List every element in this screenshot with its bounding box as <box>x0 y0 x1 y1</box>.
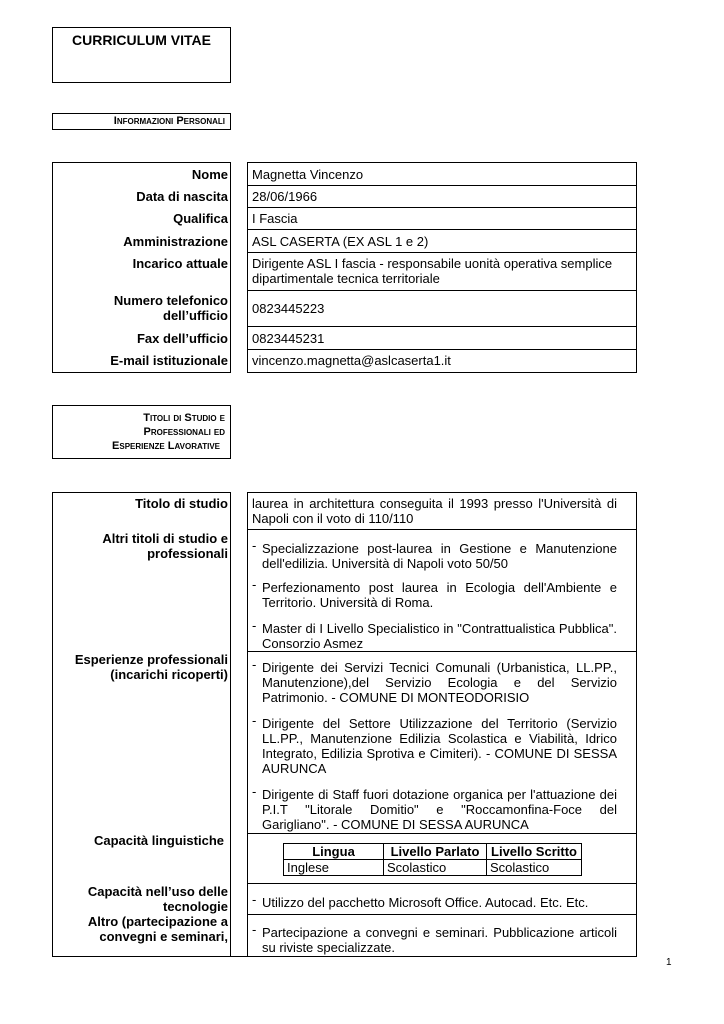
title-box <box>52 27 231 83</box>
column-header: Livello Scritto <box>487 844 582 860</box>
table-divider <box>247 349 637 350</box>
table-divider <box>247 290 637 291</box>
bullet-marker: - <box>252 713 257 728</box>
table-divider <box>247 492 248 957</box>
label-incarico: Incarico attuale <box>132 256 228 271</box>
value-tecnologie: Utilizzo del pacchetto Microsoft Office. Autocad. Etc. Etc. <box>262 895 589 910</box>
list-item-altri-titoli: Specializzazione post-laurea in Gestione e Manutenzione dell'edilizia. Università di Napoli voto 50/50 <box>262 541 617 571</box>
label-esperienze: Esperienze professionali (incarichi ricoperti) <box>74 652 228 682</box>
table-divider <box>52 492 53 957</box>
table-divider <box>247 651 637 652</box>
value-telefono: 0823445223 <box>252 301 325 316</box>
table-divider <box>52 956 637 957</box>
table-divider <box>247 833 637 834</box>
table-cell: Scolastico <box>487 860 582 876</box>
value-fax: 0823445231 <box>252 331 325 346</box>
section-titles-line3: Esperienze Lavorative <box>112 440 220 452</box>
language-table <box>283 843 582 876</box>
table-divider <box>247 326 637 327</box>
table-divider <box>230 162 231 373</box>
section-titles-line2: Professionali ed <box>143 426 225 438</box>
page-number: 1 <box>666 957 672 968</box>
section-titles-line1: Titoli di Studio e <box>143 412 225 424</box>
label-telefono: Numero telefonico dell’ufficio <box>113 293 228 323</box>
label-data-nascita: Data di nascita <box>136 189 228 204</box>
table-divider <box>230 492 231 957</box>
bullet-marker: - <box>252 618 257 633</box>
table-row <box>284 860 582 876</box>
table-header-row <box>284 844 582 860</box>
column-header: Lingua <box>284 844 384 860</box>
table-divider <box>636 162 637 373</box>
label-tecnologie: Capacità nell’uso delle tecnologie <box>87 884 228 914</box>
table-divider <box>636 492 637 957</box>
table-divider <box>247 914 637 915</box>
list-item-altri-titoli: Master di I Livello Specialistico in "Contrattualistica Pubblica". Consorzio Asmez <box>262 621 617 651</box>
value-amministrazione: ASL CASERTA (EX ASL 1 e 2) <box>252 234 429 249</box>
value-nome: Magnetta Vincenzo <box>252 167 364 182</box>
value-incarico: Dirigente ASL I fascia - responsabile uonità operativa semplice dipartimentale tecnica territoriale <box>252 256 613 286</box>
list-item-esperienze: Dirigente del Settore Utilizzazione del Territorio (Servizio LL.PP., Manutenzione Edilizia Scolastica e Viabilità, Idrico Integrato, Edilizia Sprotiva e Cimiteri). - COMUNE DI SESSA AURUNCA <box>262 716 617 776</box>
table-divider <box>52 372 231 373</box>
label-titolo-studio: Titolo di studio <box>135 496 228 511</box>
table-cell: Scolastico <box>384 860 487 876</box>
table-divider <box>52 162 53 373</box>
label-lingue: Capacità linguistiche <box>93 833 224 848</box>
table-divider <box>247 229 637 230</box>
column-header: Livello Parlato <box>384 844 487 860</box>
label-email: E-mail istituzionale <box>110 353 228 368</box>
bullet-marker: - <box>252 657 257 672</box>
table-divider <box>247 162 637 163</box>
section-personal-title: Informazioni Personali <box>113 115 225 127</box>
value-data-nascita: 28/06/1966 <box>252 189 318 204</box>
table-divider <box>247 372 637 373</box>
table-divider <box>52 162 231 163</box>
table-divider <box>247 162 248 373</box>
bullet-marker: - <box>252 922 257 937</box>
document-title: CURRICULUM VITAE <box>72 32 211 48</box>
value-email: vincenzo.magnetta@aslcaserta1.it <box>252 353 451 368</box>
label-altro: Altro (partecipazione a convegni e seminari, <box>87 914 228 944</box>
table-divider <box>52 492 231 493</box>
label-amministrazione: Amministrazione <box>123 234 228 249</box>
label-nome: Nome <box>191 167 228 182</box>
bullet-marker: - <box>252 577 257 592</box>
table-divider <box>247 252 637 253</box>
bullet-marker: - <box>252 784 257 799</box>
bullet-marker: - <box>252 538 257 553</box>
label-qualifica: Qualifica <box>173 211 228 226</box>
table-divider <box>247 883 637 884</box>
value-altro: Partecipazione a convegni e seminari. Pubblicazione articoli su riviste specializzate. <box>262 925 617 955</box>
table-divider <box>247 529 637 530</box>
bullet-marker: - <box>252 892 257 907</box>
label-altri-titoli: Altri titoli di studio e professionali <box>102 531 228 561</box>
list-item-esperienze: Dirigente di Staff fuori dotazione organica per l'attuazione dei P.I.T "Litorale Domitio" e "Roccamonfina-Foce del Garigliano". - COMUNE DI SESSA AURUNCA <box>262 787 617 832</box>
value-qualifica: I Fascia <box>252 211 298 226</box>
list-item-esperienze: Dirigente dei Servizi Tecnici Comunali (Urbanistica, LL.PP., Manutenzione),del Servizio Ecologia e del Servizio Patrimonio. - COMUNE DI MONTEODORISIO <box>262 660 617 705</box>
table-divider <box>247 492 637 493</box>
section-personal-header <box>52 113 231 130</box>
list-item-altri-titoli: Perfezionamento post laurea in Ecologia dell'Ambiente e Territorio. Università di Roma. <box>262 580 617 610</box>
value-titolo-studio: laurea in architettura conseguita il 1993 presso l'Università di Napoli con il voto di 110/110 <box>252 496 617 526</box>
label-fax: Fax dell’ufficio <box>136 331 228 346</box>
table-divider <box>247 185 637 186</box>
section-titles-header <box>52 405 231 459</box>
table-cell: Inglese <box>284 860 384 876</box>
table-divider <box>247 207 637 208</box>
